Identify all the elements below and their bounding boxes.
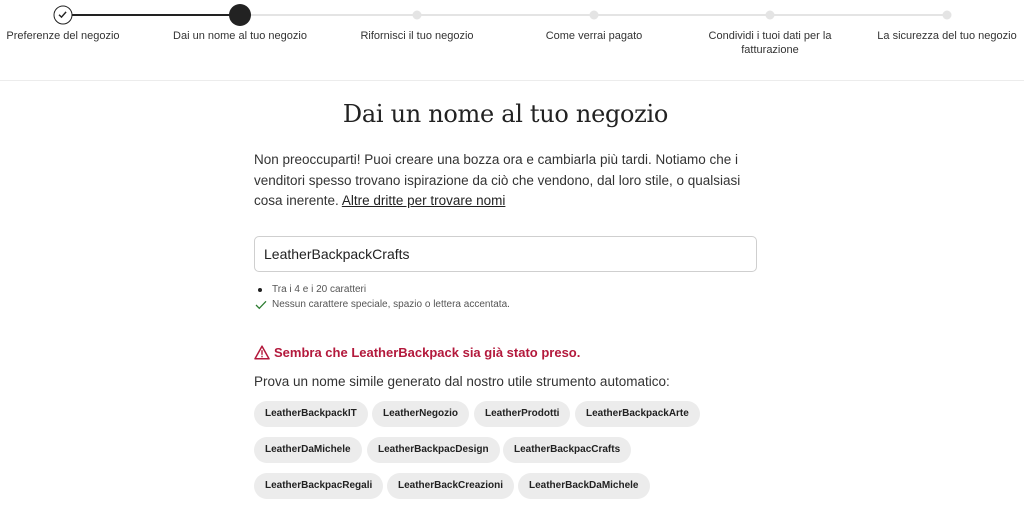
page-title: Dai un nome al tuo negozio	[342, 100, 669, 128]
warning-text: Sembra che LeatherBackpack sia già stato preso.	[274, 345, 581, 360]
step-label: La sicurezza del tuo negozio	[877, 30, 1017, 42]
bullet-icon	[258, 288, 262, 292]
intro-paragraph: Non preoccuparti! Puoi creare una bozza ora e cambiarla più tardi. Notiamo che i venditori spesso trovano ispirazione da ciò che vendono, dal loro stile, o qualsiasi cosa inerente.	[254, 152, 741, 208]
step-label: Dai un nome al tuo negozio	[173, 30, 307, 42]
suggestion-chip[interactable]: LeatherBackpacCrafts	[503, 437, 631, 463]
suggestion-row	[254, 437, 757, 473]
warning-triangle-icon	[254, 345, 270, 360]
pending-step-icon	[590, 11, 599, 20]
check-icon	[255, 300, 267, 310]
shop-name-section	[254, 100, 757, 491]
suggestion-chip[interactable]: LeatherNegozio	[372, 401, 469, 427]
intro-text	[254, 150, 757, 212]
name-taken-warning	[254, 344, 580, 362]
suggestion-chip[interactable]: LeatherBackDaMichele	[518, 473, 650, 499]
step-label: Rifornisci il tuo negozio	[360, 30, 474, 42]
rule-length	[254, 282, 757, 297]
pending-step-icon	[943, 11, 952, 20]
pending-step-icon	[413, 11, 422, 20]
suggestion-chip[interactable]: LeatherBackpacRegali	[254, 473, 383, 499]
step-label: Come verrai pagato	[545, 30, 643, 42]
naming-tips-link[interactable]: Altre dritte per trovare nomi	[341, 193, 506, 208]
rule-text: Tra i 4 e i 20 caratteri	[272, 284, 367, 295]
suggestion-chip[interactable]: LeatherBackpackIT	[254, 401, 368, 427]
suggestion-chip[interactable]: LeatherProdotti	[474, 401, 570, 427]
rule-text: Nessun carattere speciale, spazio o lettera accentata.	[272, 299, 510, 310]
step-label: Preferenze del negozio	[6, 30, 120, 42]
rule-characters	[254, 297, 757, 312]
stepper-track-completed	[63, 14, 240, 16]
progress-stepper	[0, 0, 1024, 81]
suggestion-chip[interactable]: LeatherDaMichele	[254, 437, 362, 463]
check-circle-icon	[54, 6, 73, 25]
suggestions-label: Prova un nome simile generato dal nostro utile strumento automatico:	[254, 374, 670, 389]
suggestion-chip[interactable]: LeatherBackpackArte	[575, 401, 700, 427]
name-rules-list	[254, 282, 757, 312]
current-step-icon	[229, 4, 251, 26]
suggestion-chip[interactable]: LeatherBackCreazioni	[387, 473, 514, 499]
pending-step-icon	[766, 11, 775, 20]
name-suggestions	[254, 401, 757, 509]
suggestion-chip[interactable]: LeatherBackpacDesign	[367, 437, 500, 463]
shop-name-input[interactable]	[254, 236, 757, 272]
suggestion-row	[254, 473, 757, 509]
step-label: Condividi i tuoi dati per la fatturazione	[708, 30, 832, 56]
suggestion-row	[254, 401, 757, 437]
